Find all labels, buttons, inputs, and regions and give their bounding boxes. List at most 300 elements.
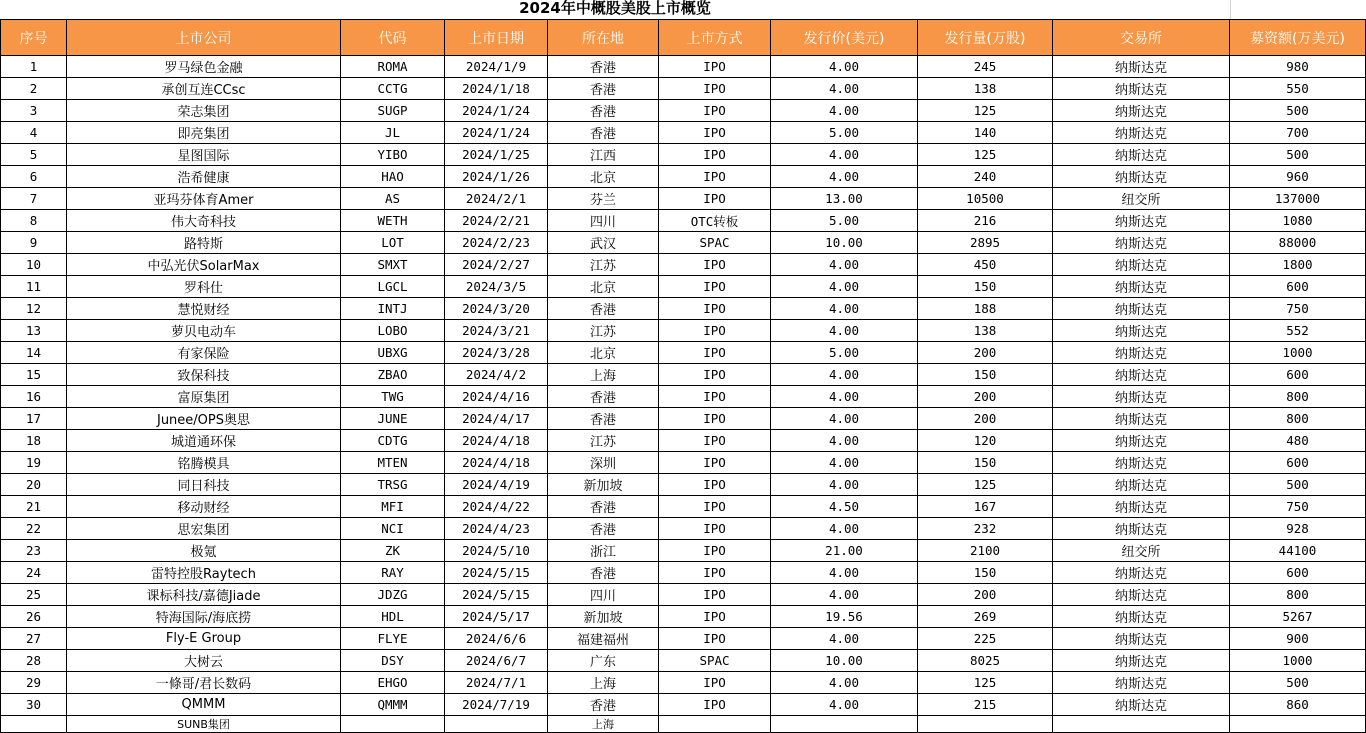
table-cell[interactable]: 4.00 <box>771 364 918 386</box>
table-cell[interactable]: 2024/4/23 <box>445 518 548 540</box>
table-cell[interactable]: 4.00 <box>771 452 918 474</box>
table-cell[interactable]: 纳斯达克 <box>1053 364 1230 386</box>
table-cell[interactable]: IPO <box>659 518 771 540</box>
table-cell[interactable]: IPO <box>659 320 771 342</box>
table-cell[interactable]: 铭腾模具 <box>67 452 341 474</box>
table-cell[interactable]: 450 <box>918 254 1053 276</box>
table-cell[interactable]: 星图国际 <box>67 144 341 166</box>
table-cell[interactable]: IPO <box>659 452 771 474</box>
table-cell[interactable]: 2024/3/20 <box>445 298 548 320</box>
table-cell[interactable]: 550 <box>1230 78 1366 100</box>
table-cell[interactable]: IPO <box>659 364 771 386</box>
table-cell[interactable]: UBXG <box>341 342 445 364</box>
table-cell[interactable]: 特海国际/海底捞 <box>67 606 341 628</box>
table-cell[interactable]: 2024/1/25 <box>445 144 548 166</box>
table-cell[interactable]: 5.00 <box>771 122 918 144</box>
table-cell[interactable]: FLYE <box>341 628 445 650</box>
table-cell[interactable]: 4.00 <box>771 254 918 276</box>
table-cell[interactable]: 7 <box>1 188 67 210</box>
column-header[interactable]: 上市方式 <box>659 20 771 56</box>
table-cell[interactable]: 2024/3/28 <box>445 342 548 364</box>
table-cell[interactable]: 25 <box>1 584 67 606</box>
table-cell[interactable]: 香港 <box>548 518 659 540</box>
table-cell[interactable]: IPO <box>659 276 771 298</box>
table-cell[interactable]: 27 <box>1 628 67 650</box>
table-cell[interactable]: 18 <box>1 430 67 452</box>
table-cell[interactable]: 2024/1/24 <box>445 122 548 144</box>
table-cell[interactable]: 10 <box>1 254 67 276</box>
table-cell[interactable]: CCTG <box>341 78 445 100</box>
table-cell[interactable]: 纽交所 <box>1053 540 1230 562</box>
table-cell[interactable]: 纳斯达克 <box>1053 474 1230 496</box>
table-cell[interactable] <box>659 716 771 733</box>
table-cell[interactable]: IPO <box>659 540 771 562</box>
table-cell[interactable]: 承创互连CCsc <box>67 78 341 100</box>
table-cell[interactable]: 215 <box>918 694 1053 716</box>
table-cell[interactable]: 香港 <box>548 100 659 122</box>
table-cell[interactable]: 江西 <box>548 144 659 166</box>
table-cell[interactable]: 29 <box>1 672 67 694</box>
table-cell[interactable]: 纳斯达克 <box>1053 562 1230 584</box>
table-cell[interactable]: 200 <box>918 386 1053 408</box>
table-cell[interactable]: 800 <box>1230 408 1366 430</box>
table-cell[interactable]: 芬兰 <box>548 188 659 210</box>
table-cell[interactable]: 思宏集团 <box>67 518 341 540</box>
table-cell[interactable]: IPO <box>659 496 771 518</box>
table-cell[interactable]: 1 <box>1 56 67 78</box>
table-cell[interactable]: 北京 <box>548 276 659 298</box>
table-cell[interactable]: 4.00 <box>771 320 918 342</box>
table-cell[interactable]: 5.00 <box>771 210 918 232</box>
table-cell[interactable]: 9 <box>1 232 67 254</box>
table-cell[interactable]: 2100 <box>918 540 1053 562</box>
table-cell[interactable]: 2024/5/17 <box>445 606 548 628</box>
table-cell[interactable]: 200 <box>918 584 1053 606</box>
table-cell[interactable]: 17 <box>1 408 67 430</box>
table-cell[interactable]: 860 <box>1230 694 1366 716</box>
table-cell[interactable]: 500 <box>1230 144 1366 166</box>
table-cell[interactable]: 138 <box>918 78 1053 100</box>
table-cell[interactable]: 纳斯达克 <box>1053 650 1230 672</box>
table-cell[interactable]: 500 <box>1230 672 1366 694</box>
table-cell[interactable]: OTC转板 <box>659 210 771 232</box>
table-cell[interactable]: 800 <box>1230 584 1366 606</box>
table-cell[interactable]: 香港 <box>548 56 659 78</box>
table-cell[interactable]: 新加坡 <box>548 606 659 628</box>
table-cell[interactable]: 中弘光伏SolarMax <box>67 254 341 276</box>
table-cell[interactable]: 纳斯达克 <box>1053 166 1230 188</box>
table-cell[interactable]: ZK <box>341 540 445 562</box>
table-cell[interactable]: Fly-E Group <box>67 628 341 650</box>
table-cell[interactable]: IPO <box>659 386 771 408</box>
table-cell[interactable]: 150 <box>918 276 1053 298</box>
table-cell[interactable]: IPO <box>659 100 771 122</box>
table-cell[interactable]: HDL <box>341 606 445 628</box>
table-cell[interactable]: 香港 <box>548 122 659 144</box>
table-cell[interactable]: 750 <box>1230 496 1366 518</box>
table-cell[interactable]: 6 <box>1 166 67 188</box>
table-cell[interactable]: 2024/2/27 <box>445 254 548 276</box>
table-cell[interactable]: DSY <box>341 650 445 672</box>
table-cell[interactable]: 225 <box>918 628 1053 650</box>
table-cell[interactable]: 北京 <box>548 166 659 188</box>
column-header[interactable]: 上市公司 <box>67 20 341 56</box>
table-cell[interactable]: 亚玛芬体育Amer <box>67 188 341 210</box>
table-cell[interactable]: 900 <box>1230 628 1366 650</box>
table-cell[interactable]: 2024/1/26 <box>445 166 548 188</box>
table-cell[interactable]: 纳斯达克 <box>1053 584 1230 606</box>
table-cell[interactable]: 福建福州 <box>548 628 659 650</box>
table-cell[interactable]: 167 <box>918 496 1053 518</box>
table-cell[interactable]: 纳斯达克 <box>1053 254 1230 276</box>
column-header[interactable]: 募资额(万美元) <box>1230 20 1366 56</box>
table-cell[interactable]: 216 <box>918 210 1053 232</box>
table-cell[interactable]: 269 <box>918 606 1053 628</box>
table-cell[interactable]: CDTG <box>341 430 445 452</box>
table-cell[interactable]: LOT <box>341 232 445 254</box>
table-cell[interactable]: 香港 <box>548 386 659 408</box>
table-cell[interactable]: 150 <box>918 562 1053 584</box>
table-cell[interactable]: 4.00 <box>771 672 918 694</box>
table-cell[interactable]: 125 <box>918 474 1053 496</box>
table-cell[interactable]: 武汉 <box>548 232 659 254</box>
table-cell[interactable]: 200 <box>918 408 1053 430</box>
table-cell[interactable]: LOBO <box>341 320 445 342</box>
table-cell[interactable]: 120 <box>918 430 1053 452</box>
table-cell[interactable]: IPO <box>659 430 771 452</box>
table-cell[interactable]: AS <box>341 188 445 210</box>
table-cell[interactable]: 4.50 <box>771 496 918 518</box>
table-cell[interactable]: 上海 <box>548 364 659 386</box>
table-cell[interactable]: 600 <box>1230 452 1366 474</box>
table-cell[interactable]: WETH <box>341 210 445 232</box>
table-cell[interactable]: SUGP <box>341 100 445 122</box>
table-cell[interactable]: 500 <box>1230 474 1366 496</box>
table-cell[interactable]: 200 <box>918 342 1053 364</box>
table-cell[interactable]: 1800 <box>1230 254 1366 276</box>
table-cell[interactable]: 纳斯达克 <box>1053 408 1230 430</box>
table-cell[interactable] <box>1230 716 1366 733</box>
table-cell[interactable]: 纳斯达克 <box>1053 276 1230 298</box>
table-cell[interactable]: 浩希健康 <box>67 166 341 188</box>
table-cell[interactable]: 2024/7/19 <box>445 694 548 716</box>
table-cell[interactable]: 12 <box>1 298 67 320</box>
table-cell[interactable]: 2024/3/5 <box>445 276 548 298</box>
column-header[interactable]: 交易所 <box>1053 20 1230 56</box>
table-cell[interactable]: 2024/1/24 <box>445 100 548 122</box>
table-cell[interactable]: 11 <box>1 276 67 298</box>
table-cell[interactable]: 路特斯 <box>67 232 341 254</box>
table-cell[interactable]: 2024/4/18 <box>445 452 548 474</box>
table-cell[interactable]: 课标科技/嘉德Jiade <box>67 584 341 606</box>
table-cell[interactable] <box>1053 716 1230 733</box>
table-cell[interactable]: 浙江 <box>548 540 659 562</box>
table-cell[interactable]: 2024/2/21 <box>445 210 548 232</box>
table-cell[interactable]: IPO <box>659 298 771 320</box>
table-cell[interactable]: 500 <box>1230 100 1366 122</box>
table-cell[interactable]: 14 <box>1 342 67 364</box>
table-cell[interactable]: 同日科技 <box>67 474 341 496</box>
table-cell[interactable]: 一條哥/君长数码 <box>67 672 341 694</box>
table-cell[interactable]: 香港 <box>548 298 659 320</box>
table-cell[interactable]: EHGO <box>341 672 445 694</box>
table-cell[interactable]: ZBAO <box>341 364 445 386</box>
table-cell[interactable] <box>918 716 1053 733</box>
table-cell[interactable]: 10500 <box>918 188 1053 210</box>
column-header[interactable]: 序号 <box>1 20 67 56</box>
table-cell[interactable]: 雷特控股Raytech <box>67 562 341 584</box>
column-header[interactable]: 发行价(美元) <box>771 20 918 56</box>
table-cell[interactable]: 2895 <box>918 232 1053 254</box>
table-cell[interactable]: 极氪 <box>67 540 341 562</box>
table-cell[interactable]: 2 <box>1 78 67 100</box>
table-cell[interactable]: 140 <box>918 122 1053 144</box>
table-cell[interactable]: 4.00 <box>771 166 918 188</box>
table-cell[interactable]: 香港 <box>548 408 659 430</box>
table-cell[interactable]: 44100 <box>1230 540 1366 562</box>
table-cell[interactable]: 240 <box>918 166 1053 188</box>
table-cell[interactable]: 4.00 <box>771 298 918 320</box>
table-cell[interactable]: JDZG <box>341 584 445 606</box>
table-cell[interactable]: IPO <box>659 474 771 496</box>
table-cell[interactable]: 纳斯达克 <box>1053 298 1230 320</box>
table-cell[interactable]: 21.00 <box>771 540 918 562</box>
table-cell[interactable]: 4.00 <box>771 386 918 408</box>
table-cell[interactable]: 2024/6/7 <box>445 650 548 672</box>
column-header[interactable]: 代码 <box>341 20 445 56</box>
table-cell[interactable]: 24 <box>1 562 67 584</box>
table-cell[interactable]: 纳斯达克 <box>1053 386 1230 408</box>
table-cell[interactable]: IPO <box>659 672 771 694</box>
table-cell[interactable] <box>1 716 67 733</box>
table-cell[interactable]: NCI <box>341 518 445 540</box>
table-cell[interactable]: 即亮集团 <box>67 122 341 144</box>
table-cell[interactable]: 2024/4/16 <box>445 386 548 408</box>
table-cell[interactable]: IPO <box>659 408 771 430</box>
table-cell[interactable]: 4.00 <box>771 144 918 166</box>
table-cell[interactable]: 深圳 <box>548 452 659 474</box>
table-cell[interactable]: 480 <box>1230 430 1366 452</box>
table-cell[interactable]: IPO <box>659 166 771 188</box>
table-cell[interactable]: SUNB集团 <box>67 716 341 733</box>
table-cell[interactable]: 19 <box>1 452 67 474</box>
table-cell[interactable]: 10.00 <box>771 232 918 254</box>
table-cell[interactable] <box>771 716 918 733</box>
table-cell[interactable]: 13.00 <box>771 188 918 210</box>
table-cell[interactable]: 4.00 <box>771 78 918 100</box>
table-cell[interactable]: SMXT <box>341 254 445 276</box>
table-cell[interactable]: 2024/4/2 <box>445 364 548 386</box>
table-cell[interactable]: 23 <box>1 540 67 562</box>
table-cell[interactable]: 245 <box>918 56 1053 78</box>
table-cell[interactable]: SPAC <box>659 232 771 254</box>
table-cell[interactable]: 罗科仕 <box>67 276 341 298</box>
table-cell[interactable]: 大树云 <box>67 650 341 672</box>
table-cell[interactable]: 纳斯达克 <box>1053 518 1230 540</box>
table-cell[interactable]: JUNE <box>341 408 445 430</box>
table-cell[interactable]: 罗马绿色金融 <box>67 56 341 78</box>
table-cell[interactable]: 2024/2/23 <box>445 232 548 254</box>
table-cell[interactable]: 188 <box>918 298 1053 320</box>
table-cell[interactable]: 纳斯达克 <box>1053 232 1230 254</box>
table-cell[interactable]: 纳斯达克 <box>1053 56 1230 78</box>
table-cell[interactable]: 1000 <box>1230 342 1366 364</box>
table-cell[interactable]: QMMM <box>67 694 341 716</box>
table-cell[interactable]: 4.00 <box>771 276 918 298</box>
table-cell[interactable]: 232 <box>918 518 1053 540</box>
table-cell[interactable]: 4.00 <box>771 584 918 606</box>
table-cell[interactable]: 5267 <box>1230 606 1366 628</box>
table-cell[interactable]: 4.00 <box>771 430 918 452</box>
table-cell[interactable]: 纳斯达克 <box>1053 78 1230 100</box>
table-cell[interactable]: 香港 <box>548 78 659 100</box>
table-cell[interactable]: 北京 <box>548 342 659 364</box>
table-cell[interactable]: 750 <box>1230 298 1366 320</box>
table-cell[interactable]: 600 <box>1230 562 1366 584</box>
table-cell[interactable]: 香港 <box>548 562 659 584</box>
table-cell[interactable]: 28 <box>1 650 67 672</box>
table-cell[interactable]: IPO <box>659 56 771 78</box>
table-cell[interactable]: 4.00 <box>771 518 918 540</box>
table-cell[interactable]: 纽交所 <box>1053 188 1230 210</box>
table-cell[interactable]: 8025 <box>918 650 1053 672</box>
table-cell[interactable]: 江苏 <box>548 254 659 276</box>
table-cell[interactable]: 富原集团 <box>67 386 341 408</box>
table-cell[interactable]: 香港 <box>548 496 659 518</box>
table-cell[interactable]: 4.00 <box>771 694 918 716</box>
table-cell[interactable]: 4.00 <box>771 628 918 650</box>
table-cell[interactable]: 10.00 <box>771 650 918 672</box>
table-cell[interactable]: 纳斯达克 <box>1053 144 1230 166</box>
table-cell[interactable]: 纳斯达克 <box>1053 210 1230 232</box>
column-header[interactable]: 发行量(万股) <box>918 20 1053 56</box>
table-cell[interactable]: 137000 <box>1230 188 1366 210</box>
table-cell[interactable]: 700 <box>1230 122 1366 144</box>
table-cell[interactable]: 88000 <box>1230 232 1366 254</box>
table-cell[interactable]: YIBO <box>341 144 445 166</box>
table-cell[interactable]: 慧悦财经 <box>67 298 341 320</box>
table-cell[interactable]: 4.00 <box>771 562 918 584</box>
table-cell[interactable]: IPO <box>659 342 771 364</box>
table-cell[interactable]: 22 <box>1 518 67 540</box>
table-cell[interactable]: 纳斯达克 <box>1053 496 1230 518</box>
table-cell[interactable]: 2024/4/22 <box>445 496 548 518</box>
table-cell[interactable]: IPO <box>659 122 771 144</box>
table-cell[interactable]: IPO <box>659 584 771 606</box>
table-cell[interactable]: 江苏 <box>548 430 659 452</box>
table-cell[interactable]: 纳斯达克 <box>1053 320 1230 342</box>
table-cell[interactable]: 2024/1/9 <box>445 56 548 78</box>
table-cell[interactable]: 2024/2/1 <box>445 188 548 210</box>
table-cell[interactable]: IPO <box>659 628 771 650</box>
table-cell[interactable]: INTJ <box>341 298 445 320</box>
table-cell[interactable]: 香港 <box>548 694 659 716</box>
table-cell[interactable]: 2024/7/1 <box>445 672 548 694</box>
table-cell[interactable]: 125 <box>918 100 1053 122</box>
table-cell[interactable]: 有家保险 <box>67 342 341 364</box>
table-cell[interactable]: 552 <box>1230 320 1366 342</box>
table-cell[interactable]: 广东 <box>548 650 659 672</box>
table-cell[interactable]: 5.00 <box>771 342 918 364</box>
table-cell[interactable]: TWG <box>341 386 445 408</box>
table-cell[interactable]: 纳斯达克 <box>1053 628 1230 650</box>
table-cell[interactable]: RAY <box>341 562 445 584</box>
table-cell[interactable]: IPO <box>659 188 771 210</box>
table-cell[interactable]: 纳斯达克 <box>1053 100 1230 122</box>
table-cell[interactable]: IPO <box>659 144 771 166</box>
table-cell[interactable]: 125 <box>918 672 1053 694</box>
table-cell[interactable]: 纳斯达克 <box>1053 606 1230 628</box>
table-cell[interactable]: 125 <box>918 144 1053 166</box>
table-cell[interactable]: 江苏 <box>548 320 659 342</box>
table-cell[interactable]: 2024/4/19 <box>445 474 548 496</box>
table-cell[interactable]: 800 <box>1230 386 1366 408</box>
table-cell[interactable]: 伟大奇科技 <box>67 210 341 232</box>
table-cell[interactable]: Junee/OPS奥思 <box>67 408 341 430</box>
table-cell[interactable]: 上海 <box>548 716 659 733</box>
table-cell[interactable]: IPO <box>659 254 771 276</box>
table-cell[interactable]: 2024/4/18 <box>445 430 548 452</box>
table-cell[interactable]: 928 <box>1230 518 1366 540</box>
table-cell[interactable]: 2024/5/10 <box>445 540 548 562</box>
table-cell[interactable]: IPO <box>659 694 771 716</box>
table-cell[interactable]: 15 <box>1 364 67 386</box>
table-cell[interactable]: 纳斯达克 <box>1053 122 1230 144</box>
table-cell[interactable]: 2024/1/18 <box>445 78 548 100</box>
table-cell[interactable]: 城道通环保 <box>67 430 341 452</box>
column-header[interactable]: 上市日期 <box>445 20 548 56</box>
table-cell[interactable]: 纳斯达克 <box>1053 694 1230 716</box>
table-cell[interactable]: 2024/5/15 <box>445 562 548 584</box>
table-cell[interactable]: IPO <box>659 562 771 584</box>
table-cell[interactable]: MFI <box>341 496 445 518</box>
table-cell[interactable]: 8 <box>1 210 67 232</box>
table-cell[interactable]: 600 <box>1230 364 1366 386</box>
column-header[interactable]: 所在地 <box>548 20 659 56</box>
table-cell[interactable] <box>445 716 548 733</box>
table-cell[interactable]: 2024/3/21 <box>445 320 548 342</box>
table-cell[interactable]: SPAC <box>659 650 771 672</box>
table-cell[interactable]: 萝贝电动车 <box>67 320 341 342</box>
table-cell[interactable]: QMMM <box>341 694 445 716</box>
table-cell[interactable]: 960 <box>1230 166 1366 188</box>
table-cell[interactable]: MTEN <box>341 452 445 474</box>
table-cell[interactable]: 移动财经 <box>67 496 341 518</box>
table-cell[interactable]: 荣志集团 <box>67 100 341 122</box>
table-cell[interactable]: 13 <box>1 320 67 342</box>
table-cell[interactable]: ROMA <box>341 56 445 78</box>
table-cell[interactable]: 纳斯达克 <box>1053 342 1230 364</box>
table-cell[interactable]: 3 <box>1 100 67 122</box>
table-cell[interactable]: 4.00 <box>771 100 918 122</box>
table-cell[interactable]: 600 <box>1230 276 1366 298</box>
table-cell[interactable]: 1000 <box>1230 650 1366 672</box>
table-cell[interactable]: 1080 <box>1230 210 1366 232</box>
table-cell[interactable] <box>341 716 445 733</box>
table-cell[interactable]: 2024/6/6 <box>445 628 548 650</box>
table-cell[interactable]: 980 <box>1230 56 1366 78</box>
table-cell[interactable]: 21 <box>1 496 67 518</box>
table-cell[interactable]: 纳斯达克 <box>1053 452 1230 474</box>
table-cell[interactable]: IPO <box>659 606 771 628</box>
table-cell[interactable]: 150 <box>918 364 1053 386</box>
table-cell[interactable]: IPO <box>659 78 771 100</box>
table-cell[interactable]: LGCL <box>341 276 445 298</box>
table-cell[interactable]: 4.00 <box>771 56 918 78</box>
table-cell[interactable]: 16 <box>1 386 67 408</box>
table-cell[interactable]: 4.00 <box>771 474 918 496</box>
table-cell[interactable]: 新加坡 <box>548 474 659 496</box>
